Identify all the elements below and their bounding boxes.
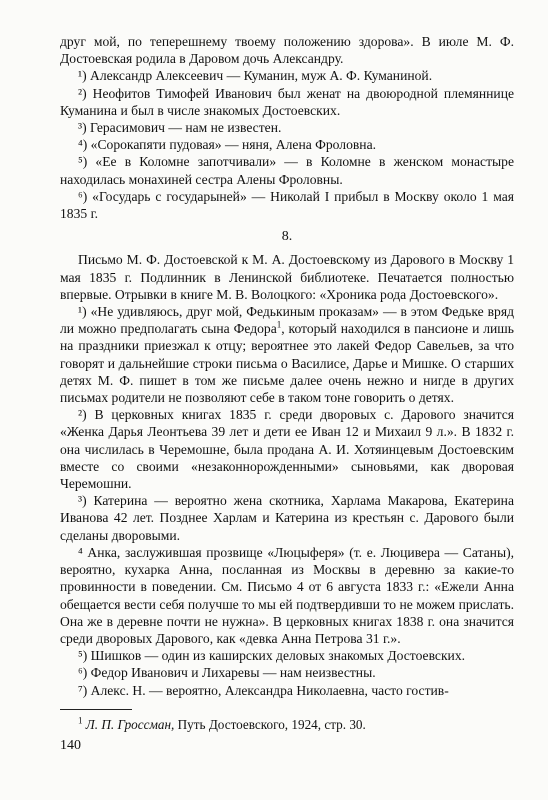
section-number: 8. — [281, 229, 293, 245]
letter-note-3: ³) Катерина — вероятно жена скотника, Харлама Макарова, Екатерина Иванова 42 лет. Позднее Харлам и Катерина из крестьян с. Дарового были сделаны дворовыми. — [60, 493, 514, 543]
letter-note-1 — [60, 303, 514, 406]
paragraph-continuation: друг мой, по теперешнему твоему положению здорова». В июле М. Ф. Достоевская родила в Даровом дочь Александру. — [60, 34, 514, 67]
book-page — [60, 33, 514, 754]
page-number: 140 — [60, 737, 81, 753]
letter-note-5: ⁵) Шишков — один из каширских деловых знакомых Достоевских. — [78, 648, 466, 664]
letter-note-4: ⁴ Анка, заслужившая прозвище «Люцыферя» (т. е. Люцивера — Сатаны), вероятно, кухарка Анна, посланная из Москвы в деревню за какие-то провинности в поведении. См. Письмо 4 от 6 августа 1833 г.: «Ежели Анна обещается вести себя получше то мы ей подтвердивши то не можем прислать. Она же в деревне почти не нужна». В церковных книгах 1838 г. она значится среди дворовых Дарового, как «девка Анна Петрова 31 г.». — [60, 544, 514, 646]
note-5: ⁵) «Ее в Коломне запотчивали» — в Коломне в женском монастыре находилась монахиней сестра Алены Фроловны. — [60, 154, 514, 187]
letter-note-7: ⁷) Алекс. Н. — вероятно, Александра Николаевна, часто гостив- — [78, 682, 449, 698]
note-3: ³) Герасимович — нам не известен. — [78, 120, 282, 136]
footnote-source: Путь Достоевского, 1924, стр. 30. — [174, 716, 366, 732]
footnote-author: Л. П. Гроссман, — [85, 716, 175, 732]
letter-note-2: ²) В церковных книгах 1835 г. среди дворовых с. Дарового значится «Женка Дарья Леонтьева 39 лет и дети ее Иван 12 и Михаил 9 л.». В 1832 г. она числилась в Черемошне, была продана А. И. Хотяинцевым Достоевским вместе со своими «незаконнорожденными» сыновьями, как дворовая Черемошни. — [60, 407, 514, 492]
footnote-ref: 1 — [276, 319, 282, 330]
letter-intro: Письмо М. Ф. Достоевской к М. А. Достоевскому из Дарового в Москву 1 мая 1835 г. Подлинник в Ленинской библиотеке. Печатается полностью впервые. Отрывки в книге М. В. Волоцкого: «Хроника рода Достоевского». — [60, 252, 514, 302]
footnote — [60, 716, 514, 733]
footnote-divider — [60, 709, 132, 710]
letter-note-1-text-a: ¹) «Не удивляюсь, друг мой, Федькиным проказам» — в этом Федьке вряд ли можно предполагать сына Федора — [60, 304, 514, 337]
letter-note-1-text-b: , который находился в пансионе и лишь на праздники приезжал к отцу; вероятнее это лакей Федор Савельев, за что говорят и дальнейшие строки письма о Василисе, Дарье и Мишке. О старших детях М. Ф. пишет в том же письме далее очень нежно и нигде в других письмах родители не позволяют себе в таком тоне говорить о детях. — [60, 321, 514, 406]
note-4: ⁴) «Сорокапяти пудовая» — няня, Алена Фроловна. — [78, 137, 377, 153]
note-1: ¹) Александр Алексеевич — Куманин, муж А. Ф. Куманиной. — [78, 68, 433, 84]
note-6: ⁶) «Государь с государыней» — Николай I прибыл в Москву около 1 мая 1835 г. — [60, 188, 514, 222]
note-2: ²) Неофитов Тимофей Иванович был женат на двоюродной племяннице Куманина и был в числе знакомых Достоевских. — [60, 85, 514, 118]
footnote-mark: 1 — [78, 715, 83, 726]
letter-note-6: ⁶) Федор Иванович и Лихаревы — нам неизвестны. — [78, 665, 376, 681]
